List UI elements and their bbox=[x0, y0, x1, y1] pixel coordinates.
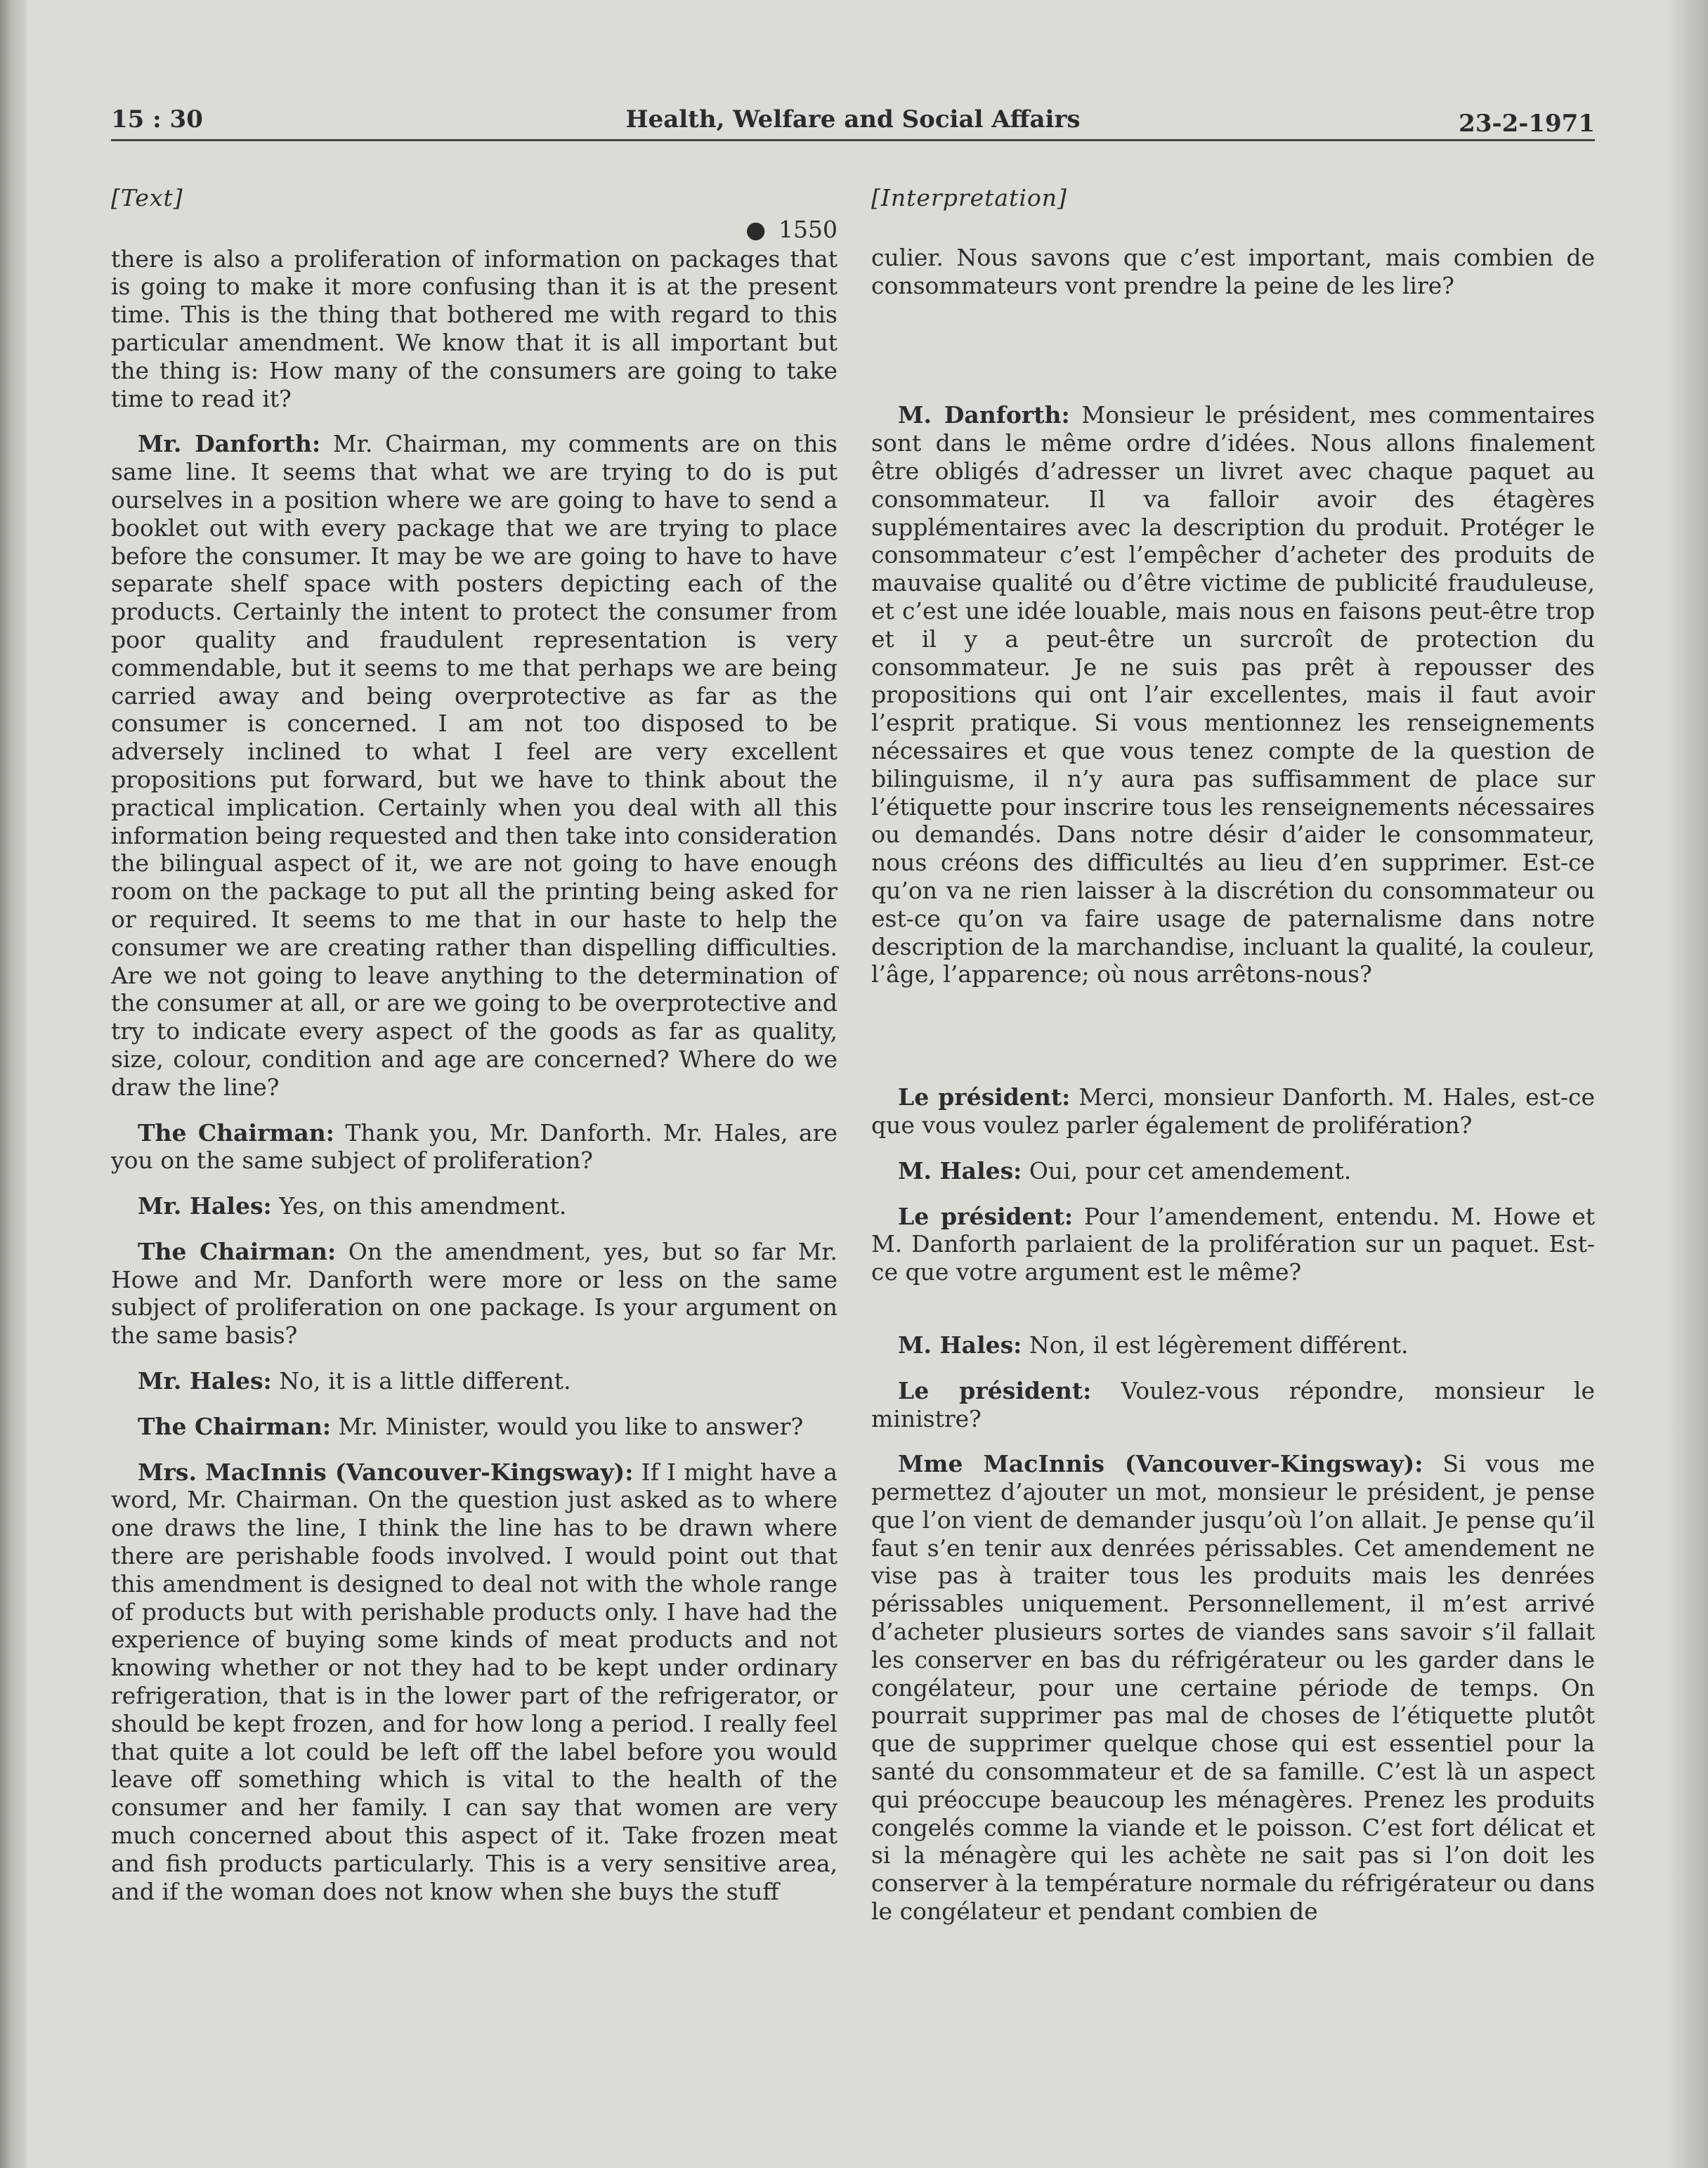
paragraph bbox=[871, 1157, 1595, 1185]
paragraph-text: Merci, monsieur Danforth. M. Hales, est-ce que vous voulez parler également de prolifération? bbox=[871, 1083, 1595, 1139]
paragraph bbox=[871, 401, 1595, 988]
paragraph-text: If I might have a word, Mr. Chairman. On the question just asked as to where one draws the line, I think the line has to be drawn where there are perishable foods involved. I would point out that this amendment is designed to deal not with the whole range of products but with perishable products only. I have had the experience of buying some kinds of meat products and not knowing whether or not they had to be kept under ordinary refrigeration, that is in the lower part of the refrigerator, or should be kept frozen, and for how long a period. I really feel that quite a lot could be left off the label before you would leave off something which is vital to the health of the consumer and her family. I can say that women are very much concerned about this aspect of it. Take frozen meat and fish products particularly. This is a very sensitive area, and if the woman does not know when she buys the stuff bbox=[111, 1458, 837, 1905]
paragraph-text: Mr. Chairman, my comments are on this same line. It seems that what we are trying to do is put ourselves in a position where we are going to have to send a booklet out with every package that we are trying to place before the consumer. It may be we are going to have to have separate shelf space with posters depicting each of the products. Certainly the intent to protect the consumer from poor quality and fraudulent representation is very commendable, but it seems to me that perhaps we are being carried away and being overprotective as far as the consumer is concerned. I am not too disposed to be adversely inclined to what I feel are very excellent propositions put forward, but we have to think about the practical implication. Certainly when you deal with all this information being requested and then take into consideration the bilingual aspect of it, we are not going to have enough room on the package to put all the printing being asked for or required. It seems to me that in our haste to help the consumer we are creating rather than dispelling difficulties. Are we not going to leave anything to the determination of the consumer at all, or are we going to be overprotective and try to indicate every aspect of the goods as far as quality, size, colour, condition and age are concerned? Where do we draw the line? bbox=[111, 430, 837, 1101]
paragraph bbox=[111, 430, 837, 1101]
speaker-name: Mrs. MacInnis (Vancouver-Kingsway): bbox=[138, 1458, 634, 1486]
paragraph bbox=[111, 1367, 837, 1395]
speaker-name: The Chairman: bbox=[138, 1237, 337, 1265]
speaker-name: Mr. Hales: bbox=[138, 1192, 272, 1220]
speaker-name: M. Hales: bbox=[898, 1156, 1022, 1184]
paragraph bbox=[871, 1083, 1595, 1139]
paragraph-text: culier. Nous savons que c’est important, mais combien de consommateurs vont prendre la peine de les lire? bbox=[871, 243, 1595, 299]
paragraph bbox=[111, 1413, 837, 1441]
time-marker bbox=[111, 216, 837, 244]
speaker-name: M. Hales: bbox=[898, 1331, 1022, 1359]
paragraph-text: No, it is a little different. bbox=[279, 1367, 571, 1395]
paragraph bbox=[111, 1119, 837, 1175]
paragraph-text: Monsieur le président, mes commentaires sont dans le même ordre d’idées. Nous allons finalement être obligés d’adresser un livret avec chaque paquet au consommateur. Il va falloir avoir des étagères supplémentaires avec la description du produit. Protéger le consommateur c’est l’empêcher d’acheter des produits de mauvaise qualité ou d’être victime de publicité frauduleuse, et c’est une idée louable, mais nous en faisons peut-être trop et il y a peut-être un surcroît de protection du consommateur. Je ne suis pas prêt à repousser des propositions qui ont l’air excellentes, mais il faut avoir l’esprit pratique. Si vous mentionnez les renseignements nécessaires et que vous tenez compte de la question de bilinguisme, il n’y aura pas suffisamment de place sur l’étiquette pour inscrire tous les renseignements nécessaires ou demandés. Dans notre désir d’aider le consommateur, nous créons des difficultés au lieu d’en supprimer. Est-ce qu’on va ne rien laisser à la discrétion du consommateur ou est-ce qu’on va faire usage de paternalisme dans notre description de la marchandise, incluant la qualité, la couleur, l’âge, l’apparence; où nous arrêtons-nous? bbox=[871, 401, 1596, 988]
paragraph-text: there is also a proliferation of information on packages that is going to make it more confusing than it is at the present time. This is the thing that bothered me with regard to this particular amendment. We know that it is all important but the thing is: How many of the consumers are going to take time to read it? bbox=[111, 244, 837, 412]
paragraph-text: Yes, on this amendment. bbox=[279, 1192, 567, 1220]
paragraph-text: On the amendment, yes, but so far Mr. Howe and Mr. Danforth were more or less on the same subject of proliferation on one package. Is your argument on the same basis? bbox=[111, 1237, 837, 1350]
paragraph bbox=[871, 1203, 1595, 1286]
paragraph bbox=[111, 1192, 837, 1220]
header-title: Health, Welfare and Social Affairs bbox=[625, 105, 1081, 133]
french-column bbox=[871, 184, 1595, 1943]
bullet-icon: ● bbox=[745, 215, 767, 243]
paragraph bbox=[111, 1458, 837, 1906]
paragraph bbox=[871, 1377, 1595, 1433]
text-label: [Text] bbox=[111, 184, 183, 211]
speaker-name: The Chairman: bbox=[138, 1412, 332, 1440]
paragraph bbox=[871, 1331, 1595, 1359]
running-header bbox=[111, 105, 1595, 142]
english-column bbox=[111, 184, 837, 1923]
speaker-name: Mr. Hales: bbox=[138, 1367, 272, 1395]
speaker-name: Le président: bbox=[898, 1083, 1071, 1111]
paragraph bbox=[871, 1450, 1595, 1926]
header-rule bbox=[111, 139, 1595, 141]
book-spine-shadow bbox=[0, 0, 27, 2168]
paragraph bbox=[111, 245, 837, 413]
interpretation-label: [Interpretation] bbox=[871, 184, 1067, 211]
page-number: 15 : 30 bbox=[111, 105, 203, 133]
paragraph-text: Oui, pour cet amendement. bbox=[1029, 1156, 1352, 1184]
speaker-name: M. Danforth: bbox=[898, 401, 1070, 429]
paragraph-text: Si vous me permettez d’ajouter un mot, monsieur le président, je pense que l’on vient de demander jusqu’où l’on allait. Je pense qu’il faut s’en tenir aux denrées périssables. Cet amendement ne vise pas à traiter tous les produits mais les denrées périssables uniquement. Personnellement, il m’est arrivé d’acheter plusieurs sortes de viandes sans savoir s’il fallait les conserver en bas du réfrigérateur ou les garder dans le congélateur, pour une certaine période de temps. On pourrait supprimer pas mal de choses de l’étiquette plutôt que de supprimer quelque chose qui est essentiel pour la santé du consommateur et de sa famille. C’est là un aspect qui préoccupe beaucoup les ménagères. Prenez les produits congelés comme la viande et le poisson. C’est fort délicat et si la ménagère qui les achète ne sait pas si l’on doit les conserver à la température normale du réfrigérateur ou dans le congélateur et pendant combien de bbox=[871, 1450, 1595, 1926]
speaker-name: Le président: bbox=[898, 1376, 1092, 1404]
paragraph-text: Pour l’amendement, entendu. M. Howe et M. Danforth parlaient de la prolifération sur un paquet. Est-ce que votre argument est le même? bbox=[871, 1202, 1595, 1286]
paragraph-text: Thank you, Mr. Danforth. Mr. Hales, are you on the same subject of proliferation? bbox=[111, 1118, 837, 1175]
paragraph-text: Mr. Minister, would you like to answer? bbox=[338, 1412, 804, 1440]
speaker-name: Le président: bbox=[898, 1202, 1074, 1230]
header-date: 23-2-1971 bbox=[1459, 110, 1595, 138]
time-marker-value: 1550 bbox=[778, 215, 837, 243]
page-edge-shadow bbox=[1666, 0, 1708, 2168]
paragraph-text: Non, il est légèrement différent. bbox=[1029, 1331, 1409, 1359]
paragraph-text: Voulez-vous répondre, monsieur le ministre? bbox=[871, 1376, 1595, 1432]
spacer bbox=[871, 216, 1595, 244]
paragraph bbox=[871, 244, 1595, 300]
speaker-name: Mr. Danforth: bbox=[138, 430, 321, 458]
speaker-name: The Chairman: bbox=[138, 1118, 334, 1147]
speaker-name: Mme MacInnis (Vancouver-Kingsway): bbox=[898, 1450, 1423, 1478]
paragraph bbox=[111, 1238, 837, 1350]
